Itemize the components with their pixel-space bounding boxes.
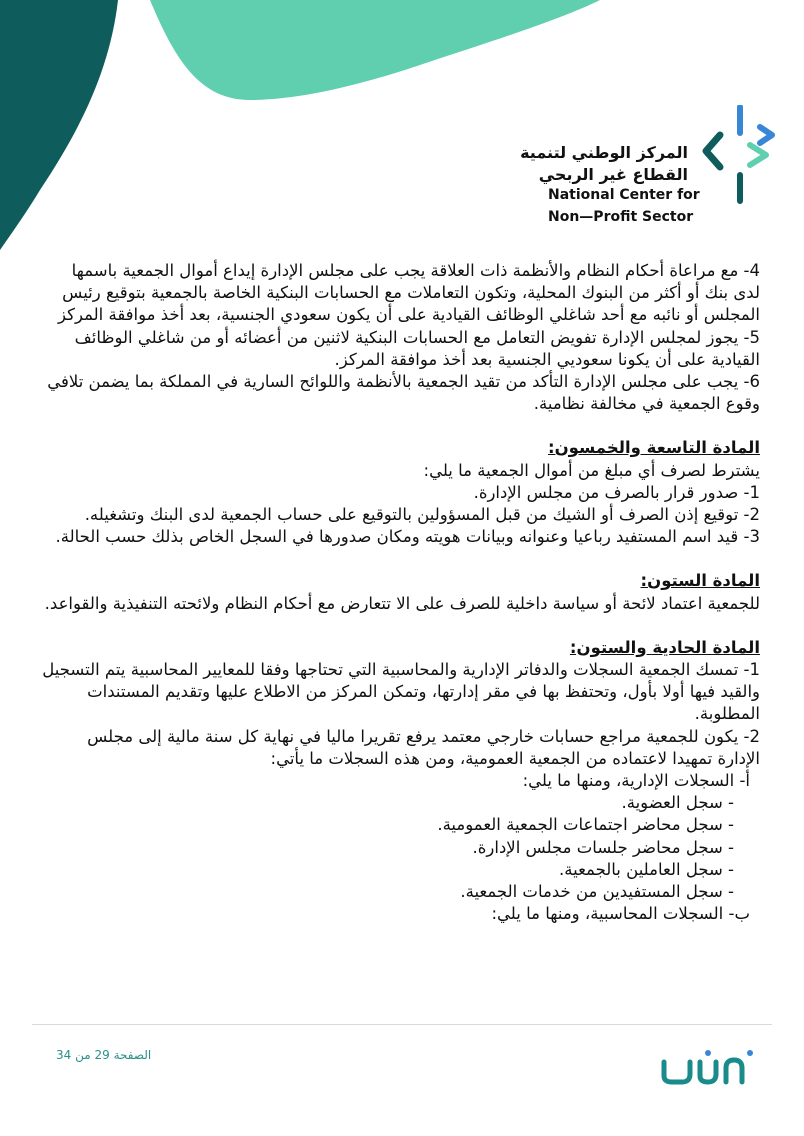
org-name-en-line1: National Center for	[548, 187, 700, 203]
article-60-text: للجمعية اعتماد لائحة أو سياسة داخلية للصرف على الا تتعارض مع أحكام النظام ولائحته التنفيذية والقواعد.	[44, 593, 760, 613]
org-name-ar-line1: المركز الوطني لتنمية	[520, 143, 688, 162]
brand-wordmark-icon	[660, 1048, 760, 1088]
document-body	[40, 260, 760, 925]
article-59-intro: يشترط لصرف أي مبلغ من أموال الجمعية ما يلي:	[423, 460, 760, 480]
admin-record-item: - سجل محاضر اجتماعات الجمعية العمومية.	[437, 815, 734, 835]
admin-record-item: - سجل المستفيدين من خدمات الجمعية.	[460, 882, 734, 902]
article-60-title: المادة الستون:	[640, 571, 760, 591]
ncnp-logo-icon	[700, 105, 780, 205]
paragraph-5: 5- يجوز لمجلس الإدارة تفويض التعامل مع الحسابات البنكية لاثنين من أعضائه أو من شاغلي الوظائف القيادية على أن يكونا سعوديي الجنسية بعد أخذ موافقة المركز.	[74, 327, 760, 369]
article-61-item-1: 1- تمسك الجمعية السجلات والدفاتر الإدارية والمحاسبية التي تحتاجها وفقا للمعايير المحاسبية يتم التسجيل والقيد فيها أولا بأول، وتحتفظ بها في مقر إدارتها، وتمكن المركز من الاطلاع عليها وتقديم المستندات المطلوبة.	[42, 660, 760, 724]
admin-record-item: - سجل محاضر جلسات مجلس الإدارة.	[472, 837, 734, 857]
admin-record-item: - سجل العضوية.	[621, 793, 734, 813]
paragraph-6: 6- يجب على مجلس الإدارة التأكد من تقيد الجمعية بالأنظمة واللوائح السارية في المملكة بما يضمن تلافي وقوع الجمعية في مخالفة نظامية.	[47, 372, 760, 414]
article-59-title: المادة التاسعة والخمسون:	[547, 438, 760, 458]
accounting-records-title: ب- السجلات المحاسبية، ومنها ما يلي:	[491, 904, 750, 924]
org-name-ar-line2: القطاع غير الربحي	[538, 165, 688, 184]
page-number: الصفحة 29 من 34	[56, 1048, 152, 1062]
footer-divider	[32, 1024, 772, 1025]
article-59-item: 2- توقيع إذن الصرف أو الشيك من قبل المسؤولين بالتوقيع على حساب الجمعية لدى البنك وتشغيله.	[84, 505, 760, 525]
article-59-item: 1- صدور قرار بالصرف من مجلس الإدارة.	[473, 482, 760, 502]
article-59-item: 3- قيد اسم المستفيد رباعيا وعنوانه وبيانات هويته ومكان صدورها في السجل الخاص بذلك حسب الحالة.	[55, 527, 760, 547]
article-61-item-2: 2- يكون للجمعية مراجع حسابات خارجي معتمد يرفع تقريرا ماليا في نهاية كل سنة مالية إلى مجلس الإدارة تمهيدا لاعتماده من الجمعية العمومية، ومن هذه السجلات ما يأتي:	[87, 726, 760, 768]
admin-records-title: أ- السجلات الإدارية، ومنها ما يلي:	[522, 771, 750, 791]
article-61-title: المادة الحادية والستون:	[569, 637, 760, 657]
org-name-en-line2: Non—Profit Sector	[548, 209, 694, 225]
paragraph-4: 4- مع مراعاة أحكام النظام والأنظمة ذات العلاقة يجب على مجلس الإدارة إيداع أموال الجمعية باسمها لدى بنك أو أكثر من البنوك المحلية، وتكون التعاملات مع الحسابات البنكية الخاصة بالجمعية بتوقيع رئيس المجلس أو نائبه مع أحد شاغلي الوظائف القيادية على أن يكون سعودي الجنسية، بعد أخذ موافقة المركز	[58, 261, 760, 325]
admin-record-item: - سجل العاملين بالجمعية.	[559, 859, 734, 879]
